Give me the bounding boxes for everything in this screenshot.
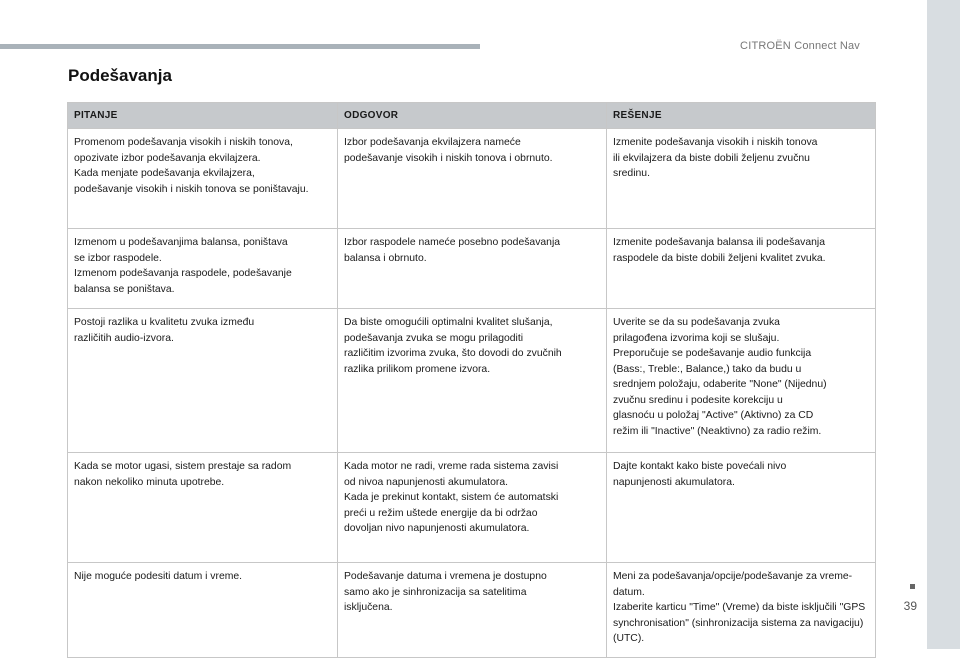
top-rule — [0, 44, 480, 49]
brand-label: CITROËN Connect Nav — [740, 40, 860, 52]
page-title: Podešavanja — [68, 66, 172, 85]
answer-cell: Da biste omogućili optimalni kvalitet slušanja, podešavanja zvuka se mogu prilagoditi različitim izvorima zvuka, što dovodi do zvučnih razlika prilikom promene izvora. — [338, 309, 607, 453]
answer-cell: Podešavanje datuma i vremena je dostupno samo ako je sinhronizacija sa satelitima isključena. — [338, 563, 607, 658]
solution-cell: Izmenite podešavanja visokih i niskih tonova ili ekvilajzera da biste dobili željenu zvučnu sredinu. — [607, 129, 876, 229]
table-row — [68, 563, 876, 658]
page-marker-dot — [910, 584, 915, 589]
answer-cell: Kada motor ne radi, vreme rada sistema zavisi od nivoa napunjenosti akumulatora. Kada je prekinut kontakt, sistem će automatski preći u režim uštede energije da bi održao dovoljan nivo napunjenosti akumulatora. — [338, 453, 607, 563]
table-row — [68, 129, 876, 229]
answer-cell: Izbor podešavanja ekvilajzera nameće podešavanje visokih i niskih tonova i obrnuto. — [338, 129, 607, 229]
column-header-solution: REŠENJE — [607, 103, 876, 129]
answer-cell: Izbor raspodele nameće posebno podešavanja balansa i obrnuto. — [338, 229, 607, 309]
table-header-row — [68, 103, 876, 129]
question-cell: Postoji razlika u kvalitetu zvuka između različitih audio-izvora. — [68, 309, 338, 453]
solution-cell: Uverite se da su podešavanja zvuka prilagođena izvorima koji se slušaju. Preporučuje se podešavanje audio funkcija (Bass:, Treble:, Balance,) tako da budu u srednjem položaju, odaberite "None" (Nijednu) zvučnu sredinu i podesite korekciju u glasnoću u položaj "Active" (Aktivno) za CD režim ili "Inactive" (Neaktivno) za radio režim. — [607, 309, 876, 453]
solution-cell: Meni za podešavanja/opcije/podešavanje za vreme-datum. Izaberite karticu "Time" (Vreme) da biste isključili "GPS synchronisation" (sinhronizacija sistema za navigaciju) (UTC). — [607, 563, 876, 658]
table-row — [68, 453, 876, 563]
column-header-answer: ODGOVOR — [338, 103, 607, 129]
table-row — [68, 229, 876, 309]
table-row — [68, 309, 876, 453]
solution-cell: Dajte kontakt kako biste povećali nivo napunjenosti akumulatora. — [607, 453, 876, 563]
question-cell: Kada se motor ugasi, sistem prestaje sa radom nakon nekoliko minuta upotrebe. — [68, 453, 338, 563]
column-header-question: PITANJE — [68, 103, 338, 129]
question-cell: Izmenom u podešavanjima balansa, poništava se izbor raspodele. Izmenom podešavanja raspodele, podešavanje balansa se poništava. — [68, 229, 338, 309]
solution-cell: Izmenite podešavanja balansa ili podešavanja raspodele da biste dobili željeni kvalitet zvuka. — [607, 229, 876, 309]
question-cell: Promenom podešavanja visokih i niskih tonova, opozivate izbor podešavanja ekvilajzera. Kada menjate podešavanja ekvilajzera, podešavanje visokih i niskih tonova se poništavaju. — [68, 129, 338, 229]
side-strip — [927, 0, 960, 649]
page-number: 39 — [903, 599, 917, 613]
troubleshooting-table — [67, 102, 876, 658]
question-cell: Nije moguće podesiti datum i vreme. — [68, 563, 338, 658]
